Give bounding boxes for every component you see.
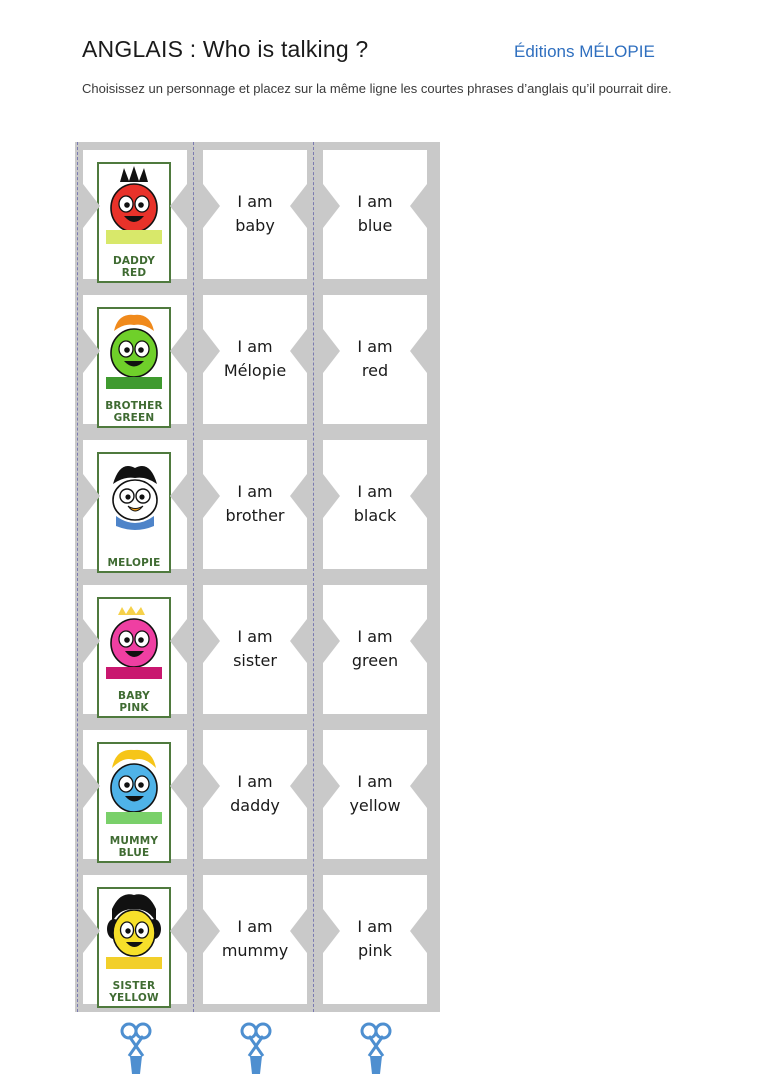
- page-instructions: Choisissez un personnage et placez sur la même ligne les courtes phrases d’anglais qu’il pourrait dire.: [82, 81, 672, 96]
- phrase-text: I am yellow: [349, 771, 401, 816]
- character-card[interactable]: [97, 307, 171, 428]
- character-card[interactable]: [97, 162, 171, 283]
- character-name-label: SISTER YELLOW: [109, 979, 159, 1004]
- character-card[interactable]: [97, 887, 171, 1008]
- phrase-text: I am brother: [225, 481, 285, 526]
- character-cell[interactable]: [83, 150, 187, 279]
- baby-pink-character: [99, 599, 169, 679]
- phrase-text: I am pink: [357, 916, 393, 961]
- daddy-red-character: [99, 164, 169, 244]
- phrase-text: I am red: [357, 336, 393, 381]
- character-name-label: BABY PINK: [118, 689, 150, 714]
- phrase-cell-1[interactable]: [203, 875, 307, 1004]
- phrase-text: I am sister: [233, 626, 277, 671]
- phrase-text: I am black: [353, 481, 397, 526]
- phrase-text: I am mummy: [221, 916, 289, 961]
- worksheet-row: [75, 432, 440, 577]
- publisher-brand: Éditions MÉLOPIE: [514, 42, 655, 61]
- brother-green-character: [99, 309, 169, 389]
- phrase-cell-1[interactable]: [203, 440, 307, 569]
- phrase-cell-2[interactable]: [323, 875, 427, 1004]
- character-card[interactable]: [97, 452, 171, 573]
- phrase-cell-1[interactable]: [203, 150, 307, 279]
- phrase-text: I am blue: [357, 191, 393, 236]
- character-cell[interactable]: [83, 875, 187, 1004]
- phrase-cell-2[interactable]: [323, 585, 427, 714]
- phrase-text: I am green: [351, 626, 399, 671]
- character-name-label: MUMMY BLUE: [109, 834, 159, 859]
- phrase-cell-1[interactable]: [203, 295, 307, 424]
- character-name-label: DADDY RED: [112, 254, 156, 279]
- scissors-icon: [236, 1022, 276, 1078]
- worksheet-row: [75, 287, 440, 432]
- worksheet-row: [75, 142, 440, 287]
- phrase-cell-2[interactable]: [323, 150, 427, 279]
- phrase-cell-1[interactable]: [203, 585, 307, 714]
- phrase-text: I am Mélopie: [223, 336, 287, 381]
- character-name-label: MELOPIE: [107, 556, 161, 569]
- phrase-text: I am daddy: [230, 771, 280, 816]
- character-cell[interactable]: [83, 585, 187, 714]
- scissors-icon: [116, 1022, 156, 1078]
- character-cell[interactable]: [83, 440, 187, 569]
- sister-yellow-character: [99, 889, 169, 969]
- phrase-cell-2[interactable]: [323, 295, 427, 424]
- melopie-bird-character: [99, 454, 169, 534]
- phrase-text: I am baby: [235, 191, 275, 236]
- worksheet-row: [75, 577, 440, 722]
- scissors-icon: [356, 1022, 396, 1078]
- phrase-cell-2[interactable]: [323, 440, 427, 569]
- character-cell[interactable]: [83, 730, 187, 859]
- worksheet-row: [75, 867, 440, 1012]
- page-title: ANGLAIS : Who is talking ?: [82, 36, 369, 62]
- phrase-cell-2[interactable]: [323, 730, 427, 859]
- phrase-cell-1[interactable]: [203, 730, 307, 859]
- worksheet-grid: [75, 142, 440, 1012]
- mummy-blue-character: [99, 744, 169, 824]
- character-card[interactable]: [97, 742, 171, 863]
- character-card[interactable]: [97, 597, 171, 718]
- character-name-label: BROTHER GREEN: [105, 399, 163, 424]
- character-cell[interactable]: [83, 295, 187, 424]
- worksheet-row: [75, 722, 440, 867]
